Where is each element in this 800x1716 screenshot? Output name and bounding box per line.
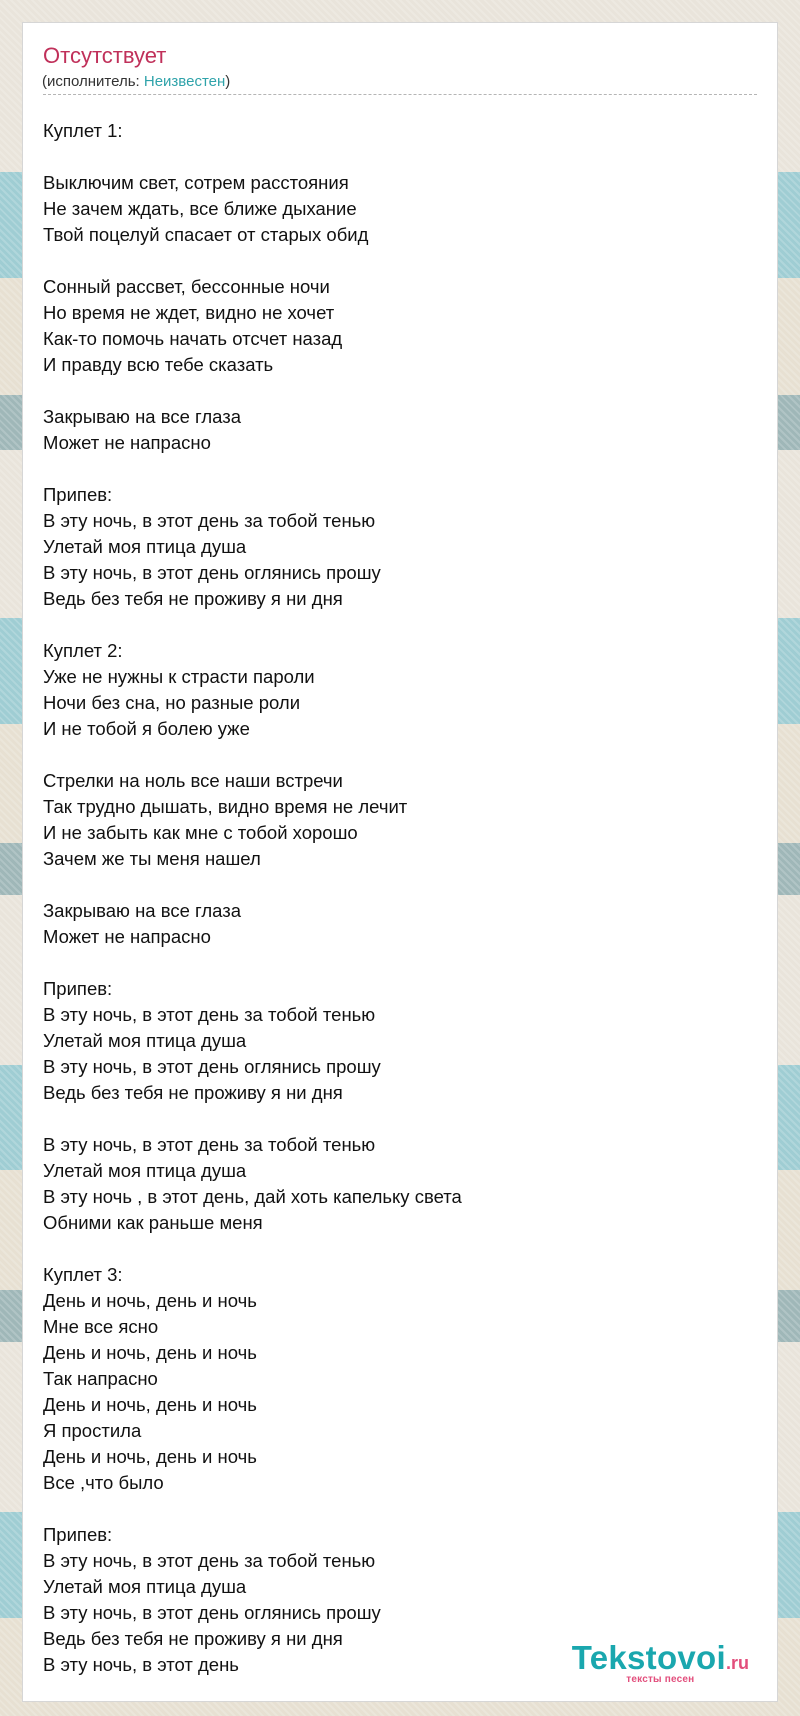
lyrics-card (22, 22, 778, 1702)
lyrics-line: Стрелки на ноль все наши встречи (43, 770, 343, 791)
artist-line (42, 73, 230, 91)
lyrics-blank-line (43, 144, 757, 170)
lyrics-line: День и ночь, день и ночь (43, 1290, 257, 1311)
lyrics-line: И не забыть как мне с тобой хорошо (43, 822, 358, 843)
lyrics-line: И правду всю тебе сказать (43, 354, 274, 375)
lyrics-line: Так напрасно (43, 1368, 158, 1389)
lyrics-line: Но время не ждет, видно не хочет (43, 302, 335, 323)
lyrics-line: Твой поцелуй спасает от старых обид (43, 224, 369, 245)
lyrics-line: Улетай моя птица душа (43, 536, 247, 557)
lyrics-line: В эту ночь, в этот день за тобой тенью (43, 1134, 376, 1155)
lyrics-line: В эту ночь, в этот день оглянись прошу (43, 1602, 381, 1623)
lyrics-line: Припев: (43, 484, 113, 505)
lyrics-line: Улетай моя птица душа (43, 1576, 247, 1597)
artist-prefix: (исполнитель: (42, 73, 144, 90)
lyrics-line: День и ночь, день и ночь (43, 1446, 257, 1467)
lyrics-line: Ведь без тебя не проживу я ни дня (43, 588, 343, 609)
lyrics-line: В эту ночь, в этот день за тобой тенью (43, 510, 376, 531)
lyrics-line: Обними как раньше меня (43, 1212, 263, 1233)
lyrics-blank-line (43, 456, 757, 482)
lyrics-line: Может не напрасно (43, 432, 211, 453)
lyrics-line: В эту ночь, в этот день оглянись прошу (43, 562, 381, 583)
lyrics-line: Куплет 1: (43, 120, 123, 141)
lyrics-line: Улетай моя птица душа (43, 1030, 247, 1051)
lyrics-line: Выключим свет, сотрем расстояния (43, 172, 349, 193)
lyrics-line: Закрываю на все глаза (43, 900, 241, 921)
lyrics-line: В эту ночь, в этот день за тобой тенью (43, 1550, 376, 1571)
lyrics-blank-line (43, 248, 757, 274)
lyrics-blank-line (43, 950, 757, 976)
lyrics-line: День и ночь, день и ночь (43, 1342, 257, 1363)
logo-wordmark: Tekstovoi (571, 1639, 726, 1676)
lyrics-line: Припев: (43, 1524, 113, 1545)
lyrics-line: В эту ночь, в этот день оглянись прошу (43, 1056, 381, 1077)
lyrics-line: Сонный рассвет, бессонные ночи (43, 276, 330, 297)
lyrics-text (43, 118, 757, 1678)
lyrics-line: Не зачем ждать, все ближе дыхание (43, 198, 357, 219)
lyrics-blank-line (43, 872, 757, 898)
lyrics-line: Припев: (43, 978, 113, 999)
lyrics-line: Ночи без сна, но разные роли (43, 692, 301, 713)
site-logo[interactable] (572, 1641, 749, 1685)
artist-suffix: ) (225, 73, 231, 90)
lyrics-line: Зачем же ты меня нашел (43, 848, 261, 869)
lyrics-line: День и ночь, день и ночь (43, 1394, 257, 1415)
lyrics-line: Закрываю на все глаза (43, 406, 241, 427)
lyrics-line: Все ,что было (43, 1472, 164, 1493)
lyrics-line: И не тобой я болею уже (43, 718, 250, 739)
lyrics-line: Ведь без тебя не проживу я ни дня (43, 1082, 343, 1103)
lyrics-blank-line (43, 1236, 757, 1262)
header-divider (43, 94, 757, 95)
lyrics-blank-line (43, 1106, 757, 1132)
lyrics-blank-line (43, 742, 757, 768)
lyrics-blank-line (43, 612, 757, 638)
lyrics-line: Куплет 3: (43, 1264, 123, 1285)
lyrics-line: В эту ночь, в этот день (43, 1654, 239, 1675)
lyrics-line: Улетай моя птица душа (43, 1160, 247, 1181)
lyrics-line: Может не напрасно (43, 926, 211, 947)
lyrics-line: Куплет 2: (43, 640, 123, 661)
logo-tagline: тексты песен (626, 1674, 695, 1685)
lyrics-line: Уже не нужны к страсти пароли (43, 666, 315, 687)
song-title: Отсутствует (43, 43, 167, 68)
lyrics-blank-line (43, 378, 757, 404)
lyrics-line: Мне все ясно (43, 1316, 159, 1337)
lyrics-blank-line (43, 1496, 757, 1522)
lyrics-line: Я простила (43, 1420, 142, 1441)
logo-domain: .ru (725, 1653, 749, 1673)
lyrics-line: В эту ночь , в этот день, дай хоть капельку света (43, 1186, 462, 1207)
lyrics-line: Ведь без тебя не проживу я ни дня (43, 1628, 343, 1649)
lyrics-line: Как-то помочь начать отсчет назад (43, 328, 343, 349)
lyrics-line: В эту ночь, в этот день за тобой тенью (43, 1004, 376, 1025)
artist-link[interactable]: Неизвестен (143, 73, 226, 90)
lyrics-line: Так трудно дышать, видно время не лечит (43, 796, 408, 817)
